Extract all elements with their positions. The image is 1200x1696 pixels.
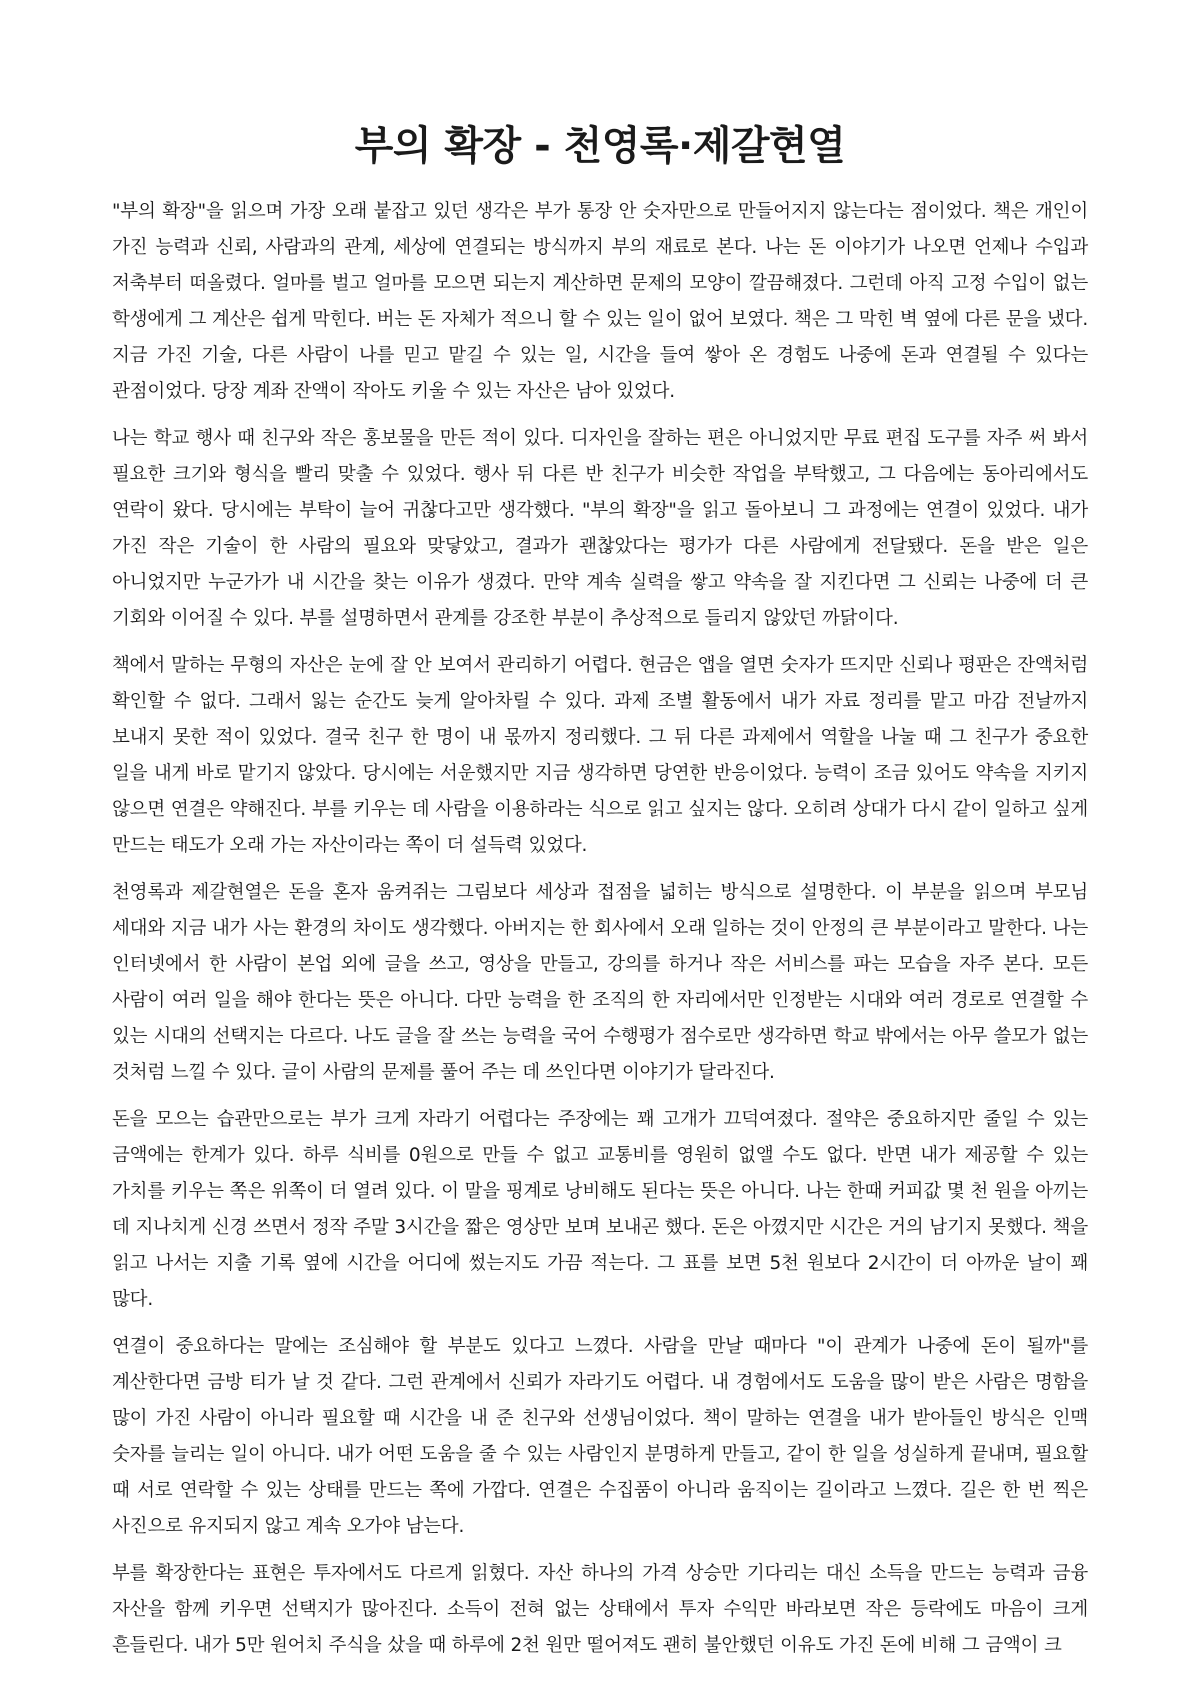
paragraph-4: 천영록과 제갈현열은 돈을 혼자 움켜쥐는 그림보다 세상과 접점을 넓히는 방식으로 설명한다. 이 부분을 읽으며 부모님 세대와 지금 내가 사는 환경의 차이도 생각했다. 아버지는 한 회사에서 오래 일하는 것이 안정의 큰 부분이라고 말한다. 나는 인터넷에서 한 사람이 본업 외에 글을 쓰고, 영상을 만들고, 강의를 하거나 작은 서비스를 파는 모습을 자주 본다. 모든 사람이 여러 일을 해야 한다는 뜻은 아니다. 다만 능력을 한 조직의 한 자리에서만 인정받는 시대와 여러 경로로 연결할 수 있는 시대의 선택지는 다르다. 나도 글을 잘 쓰는 능력을 국어 수행평가 점수로만 생각하면 학교 밖에서는 아무 쓸모가 없는 것처럼 느낄 수 있다. 글이 사람의 문제를 풀어 주는 데 쓰인다면 이야기가 달라진다. <box>112 882 1089 1083</box>
document-page <box>112 120 1088 1675</box>
paragraph-1: "부의 확장"을 읽으며 가장 오래 붙잡고 있던 생각은 부가 통장 안 숫자만으로 만들어지지 않는다는 점이었다. 책은 개인이 가진 능력과 신뢰, 사람과의 관계, 세상에 연결되는 방식까지 부의 재료로 본다. 나는 돈 이야기가 나오면 언제나 수입과 저축부터 떠올렸다. 얼마를 벌고 얼마를 모으면 되는지 계산하면 문제의 모양이 깔끔해졌다. 그런데 아직 고정 수입이 없는 학생에게 그 계산은 쉽게 막힌다. 버는 돈 자체가 적으니 할 수 있는 일이 없어 보였다. 책은 그 막힌 벽 옆에 다른 문을 냈다. 지금 가진 기술, 다른 사람이 나를 믿고 맡길 수 있는 일, 시간을 들여 쌓아 온 경험도 나중에 돈과 연결될 수 있다는 관점이었다. 당장 계좌 잔액이 작아도 키울 수 있는 자산은 남아 있었다. <box>112 201 1088 402</box>
document-title: 부의 확장 - 천영록·제갈현열 <box>354 123 846 169</box>
paragraph-7: 부를 확장한다는 표현은 투자에서도 다르게 읽혔다. 자산 하나의 가격 상승만 기다리는 대신 소득을 만드는 능력과 금융 자산을 함께 키우면 선택지가 많아진다. 소득이 전혀 없는 상태에서 투자 수익만 바라보면 작은 등락에도 마음이 크게 흔들린다. 내가 5만 원어치 주식을 샀을 때 하루에 2천 원만 떨어져도 괜히 불안했던 이유도 가진 돈에 비해 그 금액이 크 <box>112 1563 1088 1656</box>
paragraph-2: 나는 학교 행사 때 친구와 작은 홍보물을 만든 적이 있다. 디자인을 잘하는 편은 아니었지만 무료 편집 도구를 자주 써 봐서 필요한 크기와 형식을 빨리 맞출 수 있었다. 행사 뒤 다른 반 친구가 비슷한 작업을 부탁했고, 그 다음에는 동아리에서도 연락이 왔다. 당시에는 부탁이 늘어 귀찮다고만 생각했다. "부의 확장"을 읽고 돌아보니 그 과정에는 연결이 있었다. 내가 가진 작은 기술이 한 사람의 필요와 맞닿았고, 결과가 괜찮았다는 평가가 다른 사람에게 전달됐다. 돈을 받은 일은 아니었지만 누군가가 내 시간을 찾는 이유가 생겼다. 만약 계속 실력을 쌓고 약속을 잘 지킨다면 그 신뢰는 나중에 더 큰 기회와 이어질 수 있다. 부를 설명하면서 관계를 강조한 부분이 추상적으로 들리지 않았던 까닭이다. <box>112 428 1088 629</box>
paragraph-6: 연결이 중요하다는 말에는 조심해야 할 부분도 있다고 느꼈다. 사람을 만날 때마다 "이 관계가 나중에 돈이 될까"를 계산한다면 금방 티가 날 것 같다. 그런 관계에서 신뢰가 자라기도 어렵다. 내 경험에서도 도움을 많이 받은 사람은 명함을 많이 가진 사람이 아니라 필요할 때 시간을 내 준 친구와 선생님이었다. 책이 말하는 연결을 내가 받아들인 방식은 인맥 숫자를 늘리는 일이 아니다. 내가 어떤 도움을 줄 수 있는 사람인지 분명하게 만들고, 같이 한 일을 성실하게 끝내며, 필요할 때 서로 연락할 수 있는 상태를 만드는 쪽에 가깝다. 연결은 수집품이 아니라 움직이는 길이라고 느꼈다. 길은 한 번 찍은 사진으로 유지되지 않고 계속 오가야 남는다. <box>112 1336 1088 1537</box>
paragraph-5: 돈을 모으는 습관만으로는 부가 크게 자라기 어렵다는 주장에는 꽤 고개가 끄덕여졌다. 절약은 중요하지만 줄일 수 있는 금액에는 한계가 있다. 하루 식비를 0원으로 만들 수 없고 교통비를 영원히 없앨 수도 없다. 반면 내가 제공할 수 있는 가치를 키우는 쪽은 위쪽이 더 열려 있다. 이 말을 핑계로 낭비해도 된다는 뜻은 아니다. 나는 한때 커피값 몇 천 원을 아끼는 데 지나치게 신경 쓰면서 정작 주말 3시간을 짧은 영상만 보며 보내곤 했다. 돈은 아꼈지만 시간은 거의 남기지 못했다. 책을 읽고 나서는 지출 기록 옆에 시간을 어디에 썼는지도 가끔 적는다. 그 표를 보면 5천 원보다 2시간이 더 아까운 날이 꽤 많다. <box>112 1109 1088 1310</box>
paragraph-3: 책에서 말하는 무형의 자산은 눈에 잘 안 보여서 관리하기 어렵다. 현금은 앱을 열면 숫자가 뜨지만 신뢰나 평판은 잔액처럼 확인할 수 없다. 그래서 잃는 순간도 늦게 알아차릴 수 있다. 과제 조별 활동에서 내가 자료 정리를 맡고 마감 전날까지 보내지 못한 적이 있었다. 결국 친구 한 명이 내 몫까지 정리했다. 그 뒤 다른 과제에서 역할을 나눌 때 그 친구가 중요한 일을 내게 바로 맡기지 않았다. 당시에는 서운했지만 지금 생각하면 당연한 반응이었다. 능력이 조금 있어도 약속을 지키지 않으면 연결은 약해진다. 부를 키우는 데 사람을 이용하라는 식으로 읽고 싶지는 않다. 오히려 상대가 다시 같이 일하고 싶게 만드는 태도가 오래 가는 자산이라는 쪽이 더 설득력 있었다. <box>112 655 1089 856</box>
